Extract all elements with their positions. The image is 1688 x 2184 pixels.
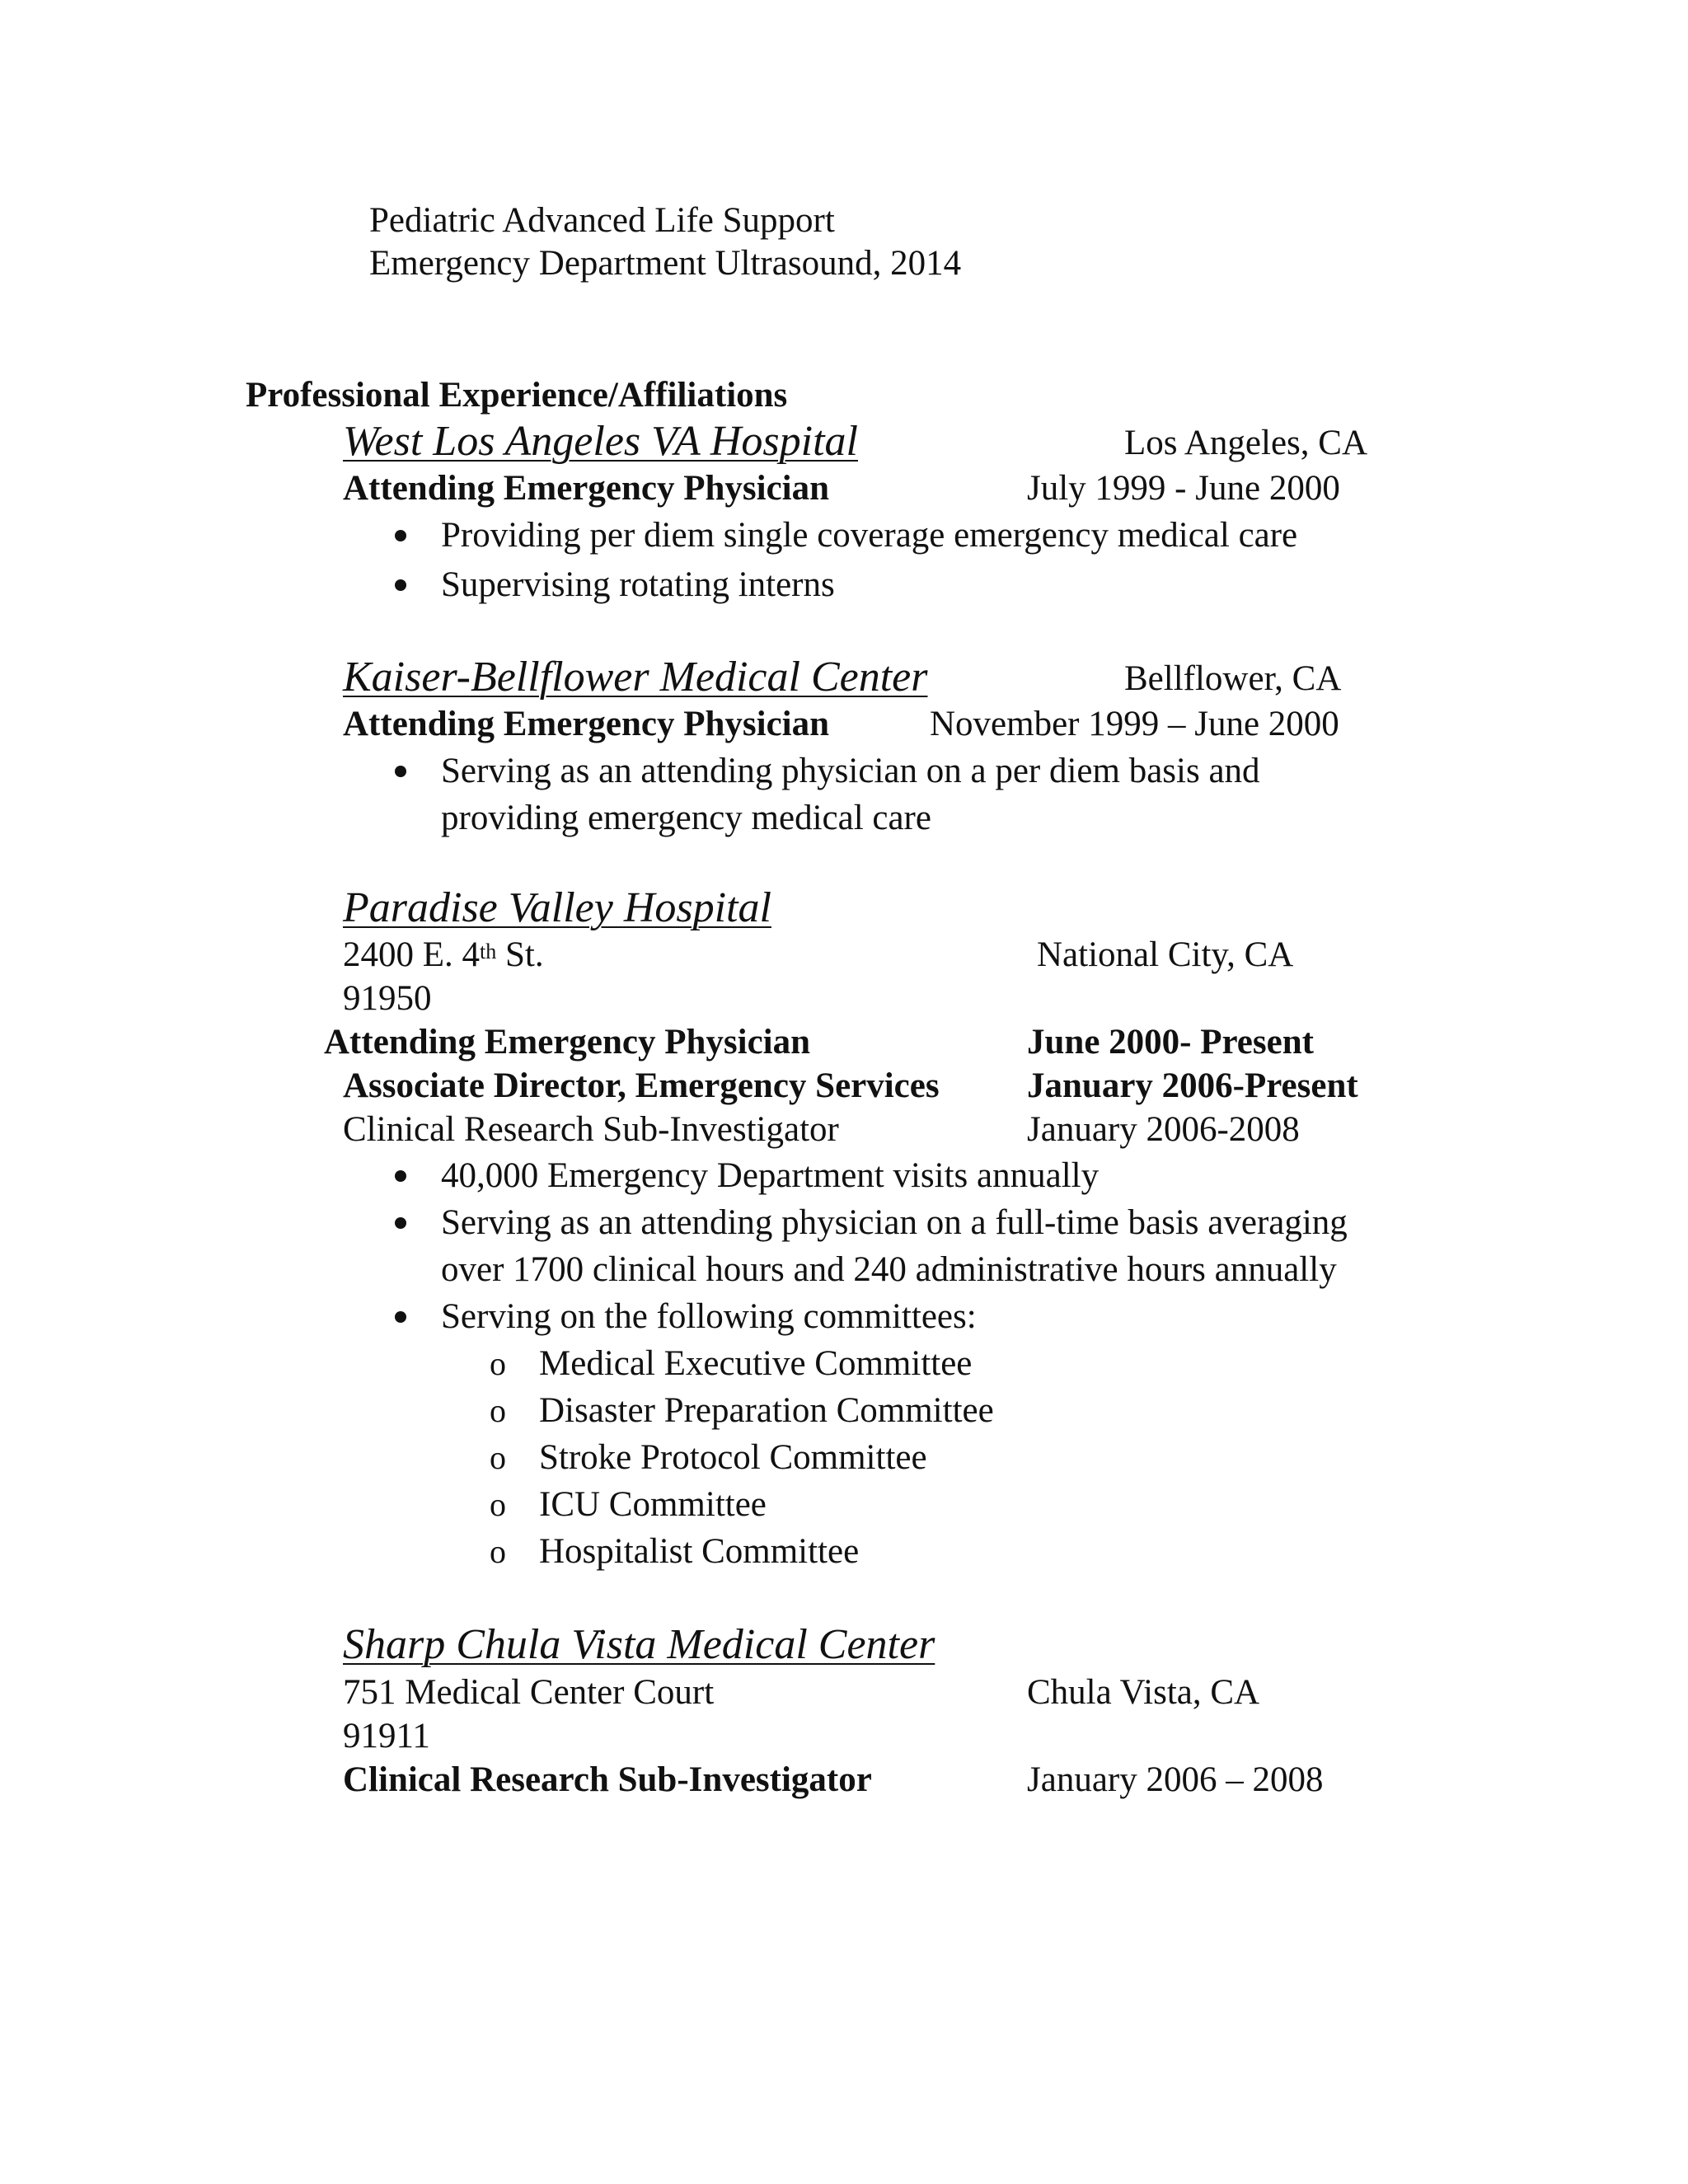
sub-bullet-marker: o (490, 1486, 506, 1523)
job-dates: November 1999 – June 2000 (930, 705, 1339, 743)
job-zip: 91950 (343, 979, 432, 1018)
job-role: Clinical Research Sub-Investigator (343, 1760, 872, 1799)
bullet-dot (395, 766, 406, 777)
bullet-dot (395, 579, 406, 591)
job-bullet-continued: over 1700 clinical hours and 240 administrative hours annually (441, 1250, 1337, 1289)
job-role: Attending Emergency Physician (343, 705, 830, 743)
job-location: National City, CA (1037, 935, 1294, 974)
job-dates: July 1999 - June 2000 (1027, 469, 1340, 508)
job-location: Chula Vista, CA (1027, 1673, 1260, 1712)
committee-item: ICU Committee (539, 1485, 767, 1524)
job-bullet: 40,000 Emergency Department visits annually (441, 1156, 1100, 1195)
sub-bullet-marker: o (490, 1533, 506, 1570)
job-org-west-la-va: West Los Angeles VA Hospital (343, 418, 858, 465)
job-address: 2400 E. 4th St. (343, 935, 544, 974)
job-bullet-continued: providing emergency medical care (441, 799, 931, 837)
bullet-dot (395, 1170, 406, 1182)
cert-ultrasound: Emergency Department Ultrasound, 2014 (369, 244, 962, 283)
cert-pals: Pediatric Advanced Life Support (369, 201, 835, 240)
job-bullet: Serving on the following committees: (441, 1297, 977, 1336)
committee-item: Disaster Preparation Committee (539, 1391, 994, 1430)
job-bullet: Serving as an attending physician on a per diem basis and (441, 752, 1260, 790)
bullet-dot (395, 1217, 406, 1229)
job-dates: January 2006-2008 (1027, 1110, 1300, 1149)
job-role: Associate Director, Emergency Services (343, 1066, 940, 1105)
job-org-kaiser-bellflower: Kaiser-Bellflower Medical Center (343, 654, 928, 701)
job-role: Attending Emergency Physician (343, 469, 830, 508)
sub-bullet-marker: o (490, 1345, 506, 1382)
job-dates: January 2006-Present (1027, 1066, 1358, 1105)
sub-bullet-marker: o (490, 1439, 506, 1476)
job-bullet: Providing per diem single coverage emergency medical care (441, 516, 1298, 555)
job-dates: June 2000- Present (1027, 1023, 1314, 1062)
committee-item: Stroke Protocol Committee (539, 1438, 927, 1477)
section-heading: Professional Experience/Affiliations (246, 376, 788, 415)
job-org-sharp-chula-vista: Sharp Chula Vista Medical Center (343, 1621, 935, 1668)
job-bullet: Serving as an attending physician on a full-time basis averaging (441, 1203, 1348, 1242)
job-org-paradise-valley: Paradise Valley Hospital (343, 884, 771, 931)
job-location: Bellflower, CA (1124, 659, 1342, 698)
committee-item: Medical Executive Committee (539, 1344, 973, 1383)
job-dates: January 2006 – 2008 (1027, 1760, 1324, 1799)
job-address: 751 Medical Center Court (343, 1673, 715, 1712)
job-role: Attending Emergency Physician (324, 1023, 811, 1062)
sub-bullet-marker: o (490, 1392, 506, 1429)
job-bullet: Supervising rotating interns (441, 565, 835, 604)
committee-item: Hospitalist Committee (539, 1532, 860, 1571)
bullet-dot (395, 1311, 406, 1323)
job-location: Los Angeles, CA (1124, 424, 1368, 462)
job-zip: 91911 (343, 1717, 430, 1755)
job-role: Clinical Research Sub-Investigator (343, 1110, 839, 1149)
bullet-dot (395, 530, 406, 541)
